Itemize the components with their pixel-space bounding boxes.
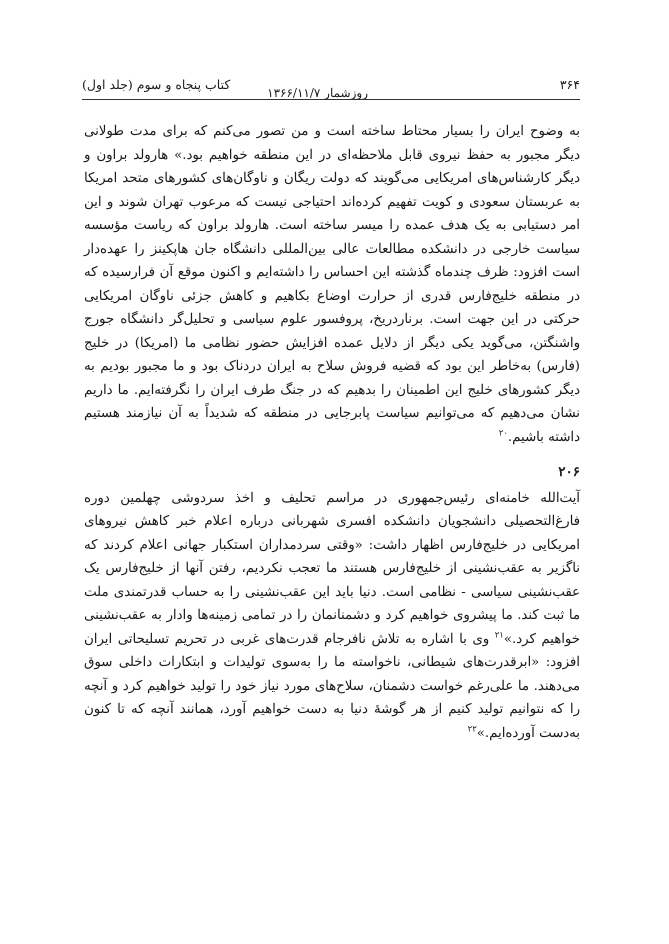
footnote-ref-22: ۲۲ [467, 724, 477, 735]
section-1-text: به وضوح ایران را بسیار محتاط ساخته است و من تصور می‌کنم که برای مدت طولانی دیگر مجبور به حفظ نیروی قابل ملاحظه‌ای در این منطقه خواهیم بود.» هارولد براون و دیگر کارشناس‌های امریکایی می‌گویند که دولت ریگان و ناوگان‌های کشورهای متحد امریکا به عربستان سعودی و کویت تفهیم کرده‌اند احتیاجی نیست که مرعوب تهران شوند و این امر دستیابی به یک هدف عمده را میسر ساخته است. هارولد براون که ریاست مؤسسه سیاست خارجی در دانشکده مطالعات عالی بین‌المللی دانشگاه جان هاپکینز را عهده‌دار است افزود: ظرف چندماه گذشته این احساس را داشته‌ایم و اکنون موقع آن فرارسیده که در منطقه خلیج‌فارس قدری از حرارت اوضاع بکاهیم و کاهش جزئی ناوگان امریکایی حرکتی در این جهت است. برناردریخ، پروفسور علوم سیاسی و تحلیل‌گر دانشگاه جورج واشنگتن، می‌گوید یکی دیگر از دلایل عمده افزایش حضور نظامی ما (امریکا) در خلیج (فارس) به‌خاطر این بود که قضیه فروش سلاح به ایران دردناک بود و ما مجبور بودیم به دیگر کشورهای خلیج این اطمینان را بدهیم که در جنگ طرف ایران را نگرفته‌ایم. ما داریم نشان می‌دهیم که می‌توانیم سیاست پابرجایی در منطقه که شدیداً به آن نیازمند هستیم داشته باشیم. [84, 124, 580, 445]
footnote-ref-20: ۲۰ [498, 428, 508, 439]
footnote-ref-21: ۲۱ [494, 630, 504, 641]
page-body [84, 120, 580, 745]
section-2-paragraph [84, 487, 580, 746]
book-title: کتاب پنجاه و سوم (جلد اول) [82, 77, 231, 92]
daily-chronicle-title: روزشمار ۱۳۶۶/۱۱/۷ [267, 86, 368, 100]
section-number: ۲۰۶ [558, 464, 580, 480]
section-2-text-part1: آیت‌الله خامنه‌ای رئیس‌جمهوری در مراسم تحلیف و اخذ سردوشی چهلمین دوره فارغ‌التحصیلی دانشجویان دانشکده افسری شهربانی درباره اعلام خبر کاهش نیروهای امریکایی در خلیج‌فارس اظهار داشت: «وقتی سردمداران استکبار جهانی اعلام کردند که ناگزیر به عقب‌نشینی از خلیج‌فارس هستند ما تعجب نکردیم، رفتن آنها از خلیج‌فارس یک عقب‌نشینی سیاسی - نظامی است. دنیا باید این عقب‌نشینی را به حساب قدرتمندی ملت ما ثبت کند. ما پیشروی خواهیم کرد و دشمنانمان را در تمامی زمینه‌ها وادار به عقب‌نشینی خواهیم کرد.» [84, 490, 580, 647]
section-1-paragraph [84, 120, 580, 449]
section-2-text-part2: وی با اشاره به تلاش نافرجام قدرت‌های غربی در تحریم تسلیحاتی ایران افزود: «ابرقدرت‌های شیطانی، ناخواسته ما را به‌سوی تولیدات و ابتکارات داخلی سوق می‌دهند. ما علی‌رغم خواست دشمنان، سلاح‌های مورد نیاز خود را تولید خواهیم کرد و آنچه را که نتوانیم تولید کنیم از هر گوشهٔ دنیا به دست خواهیم آورد، همانند آنچه که تا کنون به‌دست آورده‌ایم.» [84, 631, 580, 741]
header-rule [82, 99, 580, 100]
page-header [82, 74, 580, 100]
page-number: ۳۶۴ [559, 77, 580, 92]
